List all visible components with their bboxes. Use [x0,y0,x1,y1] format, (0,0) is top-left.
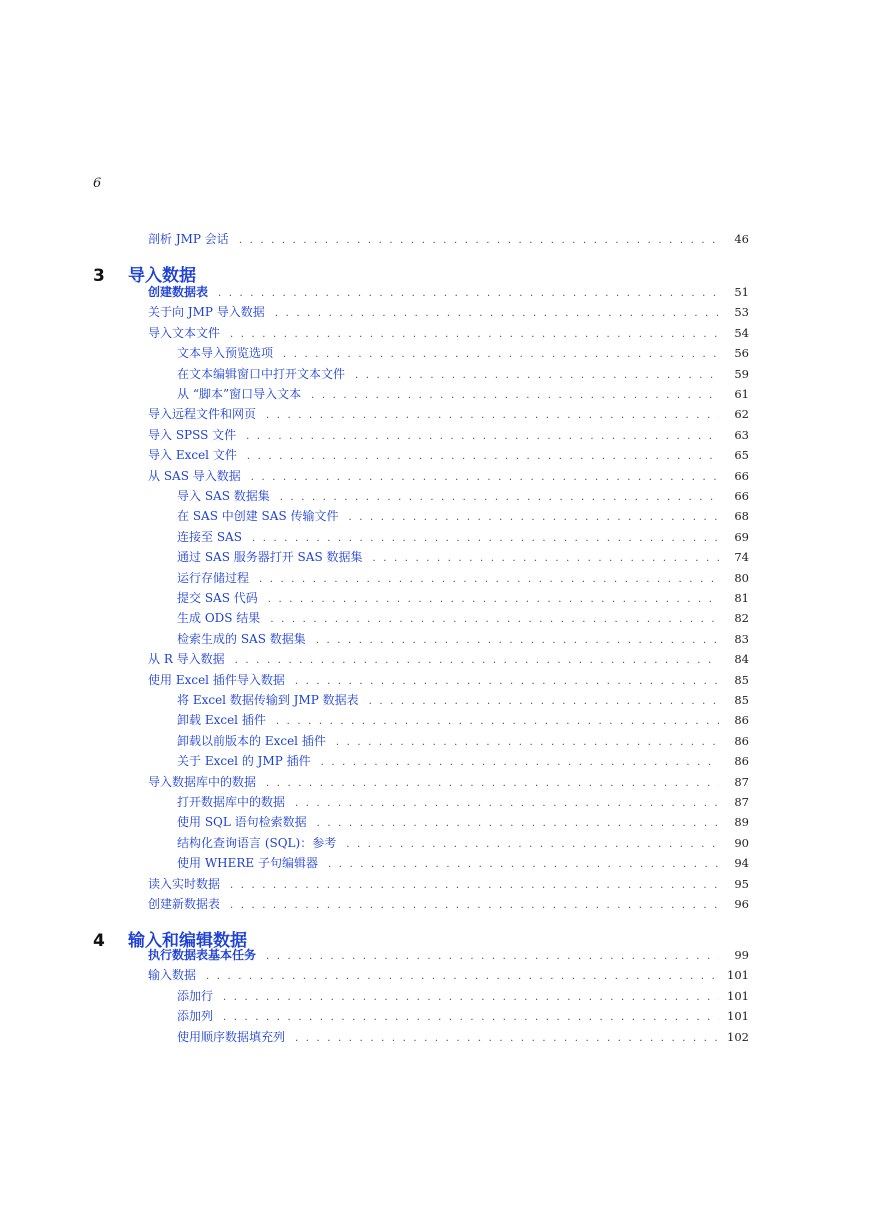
toc-page-number: 54 [734,325,749,340]
toc-page-number: 101 [727,968,749,983]
toc-entry-label: 创建新数据表 [148,897,221,911]
dot-leader [247,448,719,466]
toc-entry-label: 使用 WHERE 子句编辑器 [177,856,318,871]
dot-leader [230,877,719,895]
toc-subentry[interactable] [177,834,749,852]
toc-entry-label: 从 SAS 导入数据 [148,468,241,483]
dot-leader [372,550,719,568]
toc-page-number: 62 [734,407,749,422]
toc-entry-label: 导入文本文件 [148,325,221,340]
toc-entry[interactable] [148,650,749,668]
dot-leader [295,1030,719,1048]
toc-entry[interactable] [148,966,749,984]
dot-leader [223,989,719,1007]
toc-entry[interactable] [148,446,749,464]
dot-leader [268,591,719,609]
toc-entry-label: 关于 Excel 的 JMP 插件 [177,754,311,769]
toc-page-number: 74 [734,550,749,565]
toc-entry-label: 卸载以前版本的 Excel 插件 [177,733,326,748]
toc-entry-label: 结构化查询语言 (SQL)：参考 [177,835,337,850]
toc-page-number: 99 [734,948,749,962]
dot-leader [239,232,719,250]
toc-entry-label: 卸载 Excel 插件 [177,713,266,728]
dot-leader [270,611,719,629]
dot-leader [348,509,719,527]
dot-leader [266,775,719,793]
toc-subentry[interactable] [177,528,749,546]
toc-entry[interactable] [148,426,749,444]
toc-entry-label: 将 Excel 数据传输到 JMP 数据表 [177,693,359,707]
toc-entry[interactable] [148,467,749,485]
toc-page-number: 66 [734,489,749,503]
dot-leader [369,693,719,711]
dot-leader [223,1009,719,1027]
toc-entry-label: 运行存储过程 [177,570,250,585]
chapter-number: 3 [93,266,105,286]
dot-leader [230,326,719,344]
toc-entry-label: 文本导入预览选项 [177,346,274,361]
page-number: 6 [93,176,102,191]
dot-leader [355,367,719,385]
toc-subentry[interactable] [177,569,749,587]
toc-entry-label: 导入 Excel 文件 [148,448,237,463]
toc-entry[interactable] [148,875,749,893]
toc-subentry[interactable] [177,507,749,525]
toc-entry[interactable] [148,895,749,913]
toc-page-number: 66 [734,468,749,483]
dot-leader [230,897,719,915]
toc-subentry[interactable] [177,487,749,505]
toc-page-number: 53 [734,305,749,320]
dot-leader [321,754,719,772]
toc-entry-label: 读入实时数据 [148,876,221,891]
dot-leader [252,530,719,548]
toc-page-number: 59 [734,366,749,381]
toc-subentry[interactable] [177,385,749,403]
toc-subentry[interactable] [177,813,749,831]
toc-page-number: 80 [734,570,749,585]
dot-leader [251,469,719,487]
toc-page-number: 56 [734,346,749,361]
toc-subentry[interactable] [177,1007,749,1025]
toc-page-number: 87 [734,774,749,789]
dot-leader [336,734,719,752]
toc-entry[interactable] [148,773,749,791]
toc-page-number: 84 [734,652,749,667]
toc-page-number: 86 [734,754,749,769]
toc-page-number: 90 [734,835,749,850]
toc-entry-label: 导入数据库中的数据 [148,774,257,789]
toc-subentry[interactable] [177,1028,749,1046]
dot-leader [266,948,719,966]
toc-entry-label: 提交 SAS 代码 [177,591,258,605]
dot-leader [311,387,719,405]
toc-entry-label: 导入 SAS 数据集 [177,489,270,503]
dot-leader [316,632,719,650]
toc-subentry[interactable] [177,630,749,648]
toc-entry-label: 从 R 导入数据 [148,652,225,667]
toc-subentry[interactable] [177,548,749,566]
toc-entry-label: 在 SAS 中创建 SAS 传输文件 [177,509,339,524]
toc-entry-label: 导入远程文件和网页 [148,407,257,422]
toc-page-number: 85 [734,693,749,707]
toc-subentry[interactable] [177,365,749,383]
chapter-number: 4 [93,931,105,951]
toc-entry[interactable] [148,405,749,423]
toc-entry-label: 检索生成的 SAS 数据集 [177,631,306,646]
toc-entry-label: 导入 SPSS 文件 [148,427,237,442]
dot-leader [206,968,719,986]
toc-entry-label: 关于向 JMP 导入数据 [148,305,265,320]
dot-leader [346,836,719,854]
toc-page-number: 94 [734,856,749,871]
dot-leader [276,713,719,731]
toc-entry-label: 连接至 SAS [177,529,242,544]
toc-entry[interactable] [148,230,749,248]
toc-subentry[interactable] [177,987,749,1005]
toc-subentry[interactable] [177,691,749,709]
toc-entry[interactable] [148,303,749,321]
toc-page-number: 46 [734,232,749,246]
toc-subentry[interactable] [177,609,749,627]
toc-page-number: 86 [734,733,749,748]
chapter-title: 导入数据 [128,266,196,286]
toc-entry-label: 执行数据表基本任务 [148,948,257,962]
toc-page-number: 87 [734,795,749,809]
toc-entry-label: 剖析 JMP 会话 [148,232,229,246]
dot-leader [218,285,719,303]
toc-page-number: 82 [734,611,749,626]
toc-entry-label: 使用 Excel 插件导入数据 [148,672,285,687]
toc-entry-label: 使用顺序数据填充列 [177,1029,286,1044]
dot-leader [328,856,719,874]
toc-subentry[interactable] [177,854,749,872]
toc-page-number: 96 [734,897,749,911]
toc-page-number: 81 [734,591,749,605]
toc-page-number: 61 [734,387,749,401]
toc-entry[interactable] [148,671,749,689]
toc-page-number: 63 [734,427,749,442]
toc-entry[interactable] [148,283,749,301]
toc-subentry[interactable] [177,732,749,750]
toc-subentry[interactable] [177,793,749,811]
toc-page-number: 83 [734,631,749,646]
dot-leader [295,795,719,813]
toc-subentry[interactable] [177,589,749,607]
toc-subentry[interactable] [177,344,749,362]
toc-page-number: 101 [727,1009,749,1024]
toc-entry-label: 从 “脚本”窗口导入文本 [177,387,302,401]
toc-page-number: 86 [734,713,749,728]
toc-page-number: 69 [734,529,749,544]
dot-leader [275,305,719,323]
dot-leader [283,346,719,364]
toc-page-number: 95 [734,876,749,891]
toc-subentry[interactable] [177,711,749,729]
toc-page-number: 102 [727,1029,749,1044]
toc-entry-label: 创建数据表 [148,285,209,299]
dot-leader [266,407,719,425]
chapter-title: 输入和编辑数据 [128,931,247,951]
toc-page-number: 101 [727,988,749,1003]
toc-entry-label: 打开数据库中的数据 [177,795,286,809]
dot-leader [259,571,719,589]
toc-entry-label: 添加行 [177,988,214,1003]
dot-leader [246,428,719,446]
toc-entry-label: 使用 SQL 语句检索数据 [177,815,307,830]
toc-entry-label: 在文本编辑窗口中打开文本文件 [177,366,346,381]
toc-entry[interactable] [148,324,749,342]
dot-leader [295,673,719,691]
dot-leader [280,489,719,507]
toc-page-number: 68 [734,509,749,524]
dot-leader [317,815,719,833]
toc-subentry[interactable] [177,752,749,770]
toc-page-number: 65 [734,448,749,463]
toc-page-number: 85 [734,672,749,687]
toc-entry-label: 输入数据 [148,968,197,983]
toc-entry-label: 通过 SAS 服务器打开 SAS 数据集 [177,550,363,565]
toc-entry[interactable] [148,946,749,964]
dot-leader [235,652,719,670]
toc-entry-label: 生成 ODS 结果 [177,611,261,626]
toc-entry-label: 添加列 [177,1009,214,1024]
toc-page-number: 89 [734,815,749,830]
toc-page-number: 51 [734,285,749,299]
